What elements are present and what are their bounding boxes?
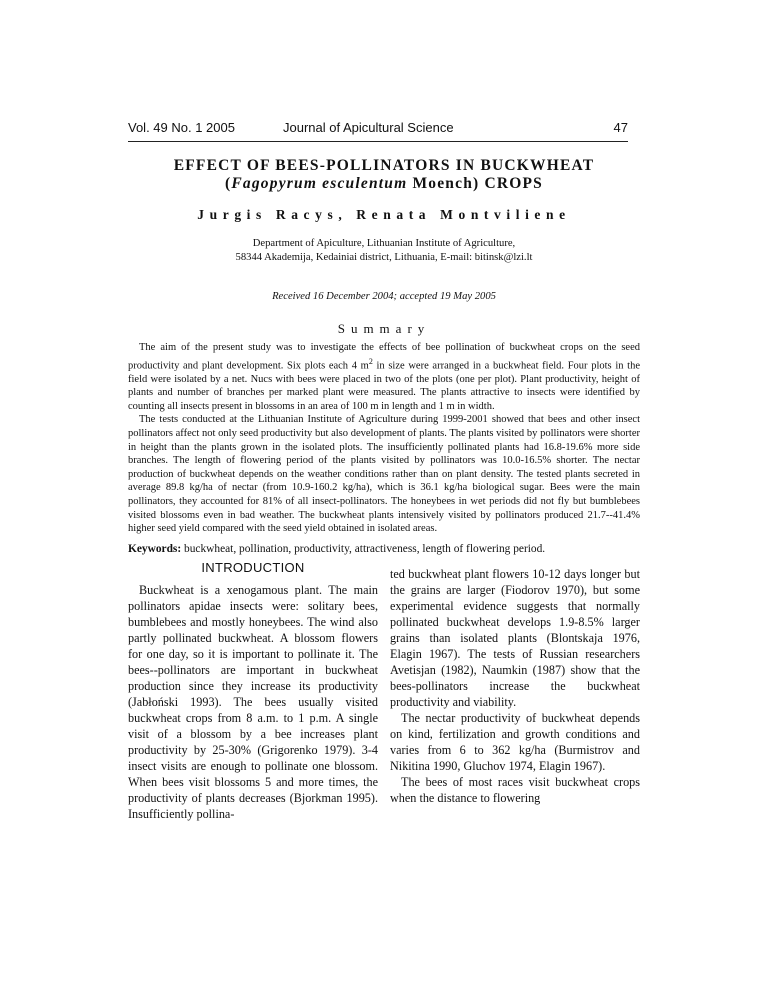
abstract-paragraph-2: The tests conducted at the Lithuanian Institute of Agriculture during 1999-2001 showed that bees and other insect pollinators affect not only seed productivity but also development of plants. The plants visited by pollinators were shorter in height than the plants grown in the isolated plots. The insufficiently pollinated plants had 16.8-19.6% more side branches. The length of flowering period of the plants visited by pollinators was 10.0-16.5% shorter. The nectar production of buckwheat depends on the weather conditions rather than on plant density. The tested plants secreted in average 89.8 kg/ha of nectar (from 10.9-160.2 kg/ha), which is 36.1 kg/ha biological sugar. Bees were the main pollinators, they accounted for 81% of all insect-pollinators. The honeybees in wet periods did not fly but bumblebees visited blossoms even in bad weather. The buckwheat plants intensively visited by pollinators produced 21.7--41.4% higher seed yield compared with the seed yield obtained in isolated areas. bbox=[128, 414, 640, 535]
affiliation bbox=[128, 237, 640, 265]
abstract bbox=[128, 341, 640, 536]
article-title bbox=[128, 157, 640, 193]
running-head bbox=[128, 120, 628, 140]
page-number: 47 bbox=[613, 120, 628, 135]
body-paragraph: The nectar productivity of buckwheat depends on kind, fertilization and growth conditions and varies from 6 to 362 kg/ha (Burmistrov and Nikitina 1990, Gluchov 1974, Elagin 1967). bbox=[390, 711, 640, 773]
title-line-2: (Fagopyrum esculentum Moench) CROPS bbox=[224, 175, 543, 192]
title-latin-name: Fagopyrum esculentum bbox=[231, 175, 408, 192]
affiliation-line-2: 58344 Akademija, Kedainiai district, Lithuania, E-mail: bitinsk@lzi.lt bbox=[235, 252, 533, 263]
keywords bbox=[128, 542, 640, 556]
body-paragraph: The bees of most races visit buckwheat crops when the distance to flowering bbox=[390, 775, 640, 805]
journal-name: Journal of Apicultural Science bbox=[283, 120, 454, 135]
volume-info: Vol. 49 No. 1 2005 bbox=[128, 120, 235, 135]
body-paragraph: ted buckwheat plant flowers 10-12 days longer but the grains are larger (Fiodorov 1970), but some experimental evidence suggests that normally pollinated buckwheat develops 1.9-8.5% larger grains than isolated plants (Blontskaja 1976, Elagin 1967). The tests of Russian researchers Avetisjan (1982), Naumkin (1987) show that the bees-pollinators increase the buckwheat productivity and viability. bbox=[390, 567, 640, 709]
title-line-1: EFFECT OF BEES-POLLINATORS IN BUCKWHEAT bbox=[173, 157, 595, 174]
abstract-paragraph-1: The aim of the present study was to investigate the effects of bee pollination of buckwheat crops on the seed productivity and plant development. Six plots each 4 $m^2$ in size were arranged in a buckwheat field. Four plots in the field were isolated by a net. Nucs with bees were placed in two of the plots (one per plot). Plant productivity, height of plants and number of branches per marked plant were measured. The plants attractive to insects were identified by counting all insects present in blossoms in an area of 100 m in length and 1 m in width. bbox=[128, 342, 640, 412]
body-column-left bbox=[128, 582, 378, 822]
summary-heading: Summary bbox=[337, 321, 431, 336]
body-column-right bbox=[390, 566, 640, 806]
section-heading-introduction: INTRODUCTION bbox=[201, 560, 305, 575]
keywords-label: Keywords: bbox=[128, 543, 182, 555]
received-dates: Received 16 December 2004; accepted 19 May 2005 bbox=[272, 291, 496, 302]
keywords-text: buckwheat, pollination, productivity, attractiveness, length of flowering period. bbox=[181, 543, 546, 555]
author-list: Jurgis Racys, Renata Montviliene bbox=[197, 207, 571, 222]
header-rule bbox=[128, 141, 628, 142]
body-paragraph: Buckwheat is a xenogamous plant. The main pollinators apidae insects were: solitary bees, bumblebees and mostly honeybees. The wind also partly pollinated buckwheat. A blossom flowers for one day, so it is important to pollinate it. The bees--pollinators are important in buckwheat production since they increase its productivity (Jabłoński 1993). The bees usually visited buckwheat crops from 8 a.m. to 1 p.m. A single visit of a blossom by a bee increases plant productivity by 25-30% (Grigorenko 1979). 3-4 insect visits are enough to pollinate one blossom. When bees visit blossoms 5 and more times, the productivity of plants decreases (Bjorkman 1995). Insufficiently pollina- bbox=[128, 583, 378, 821]
affiliation-line-1: Department of Apiculture, Lithuanian Institute of Agriculture, bbox=[252, 238, 516, 249]
